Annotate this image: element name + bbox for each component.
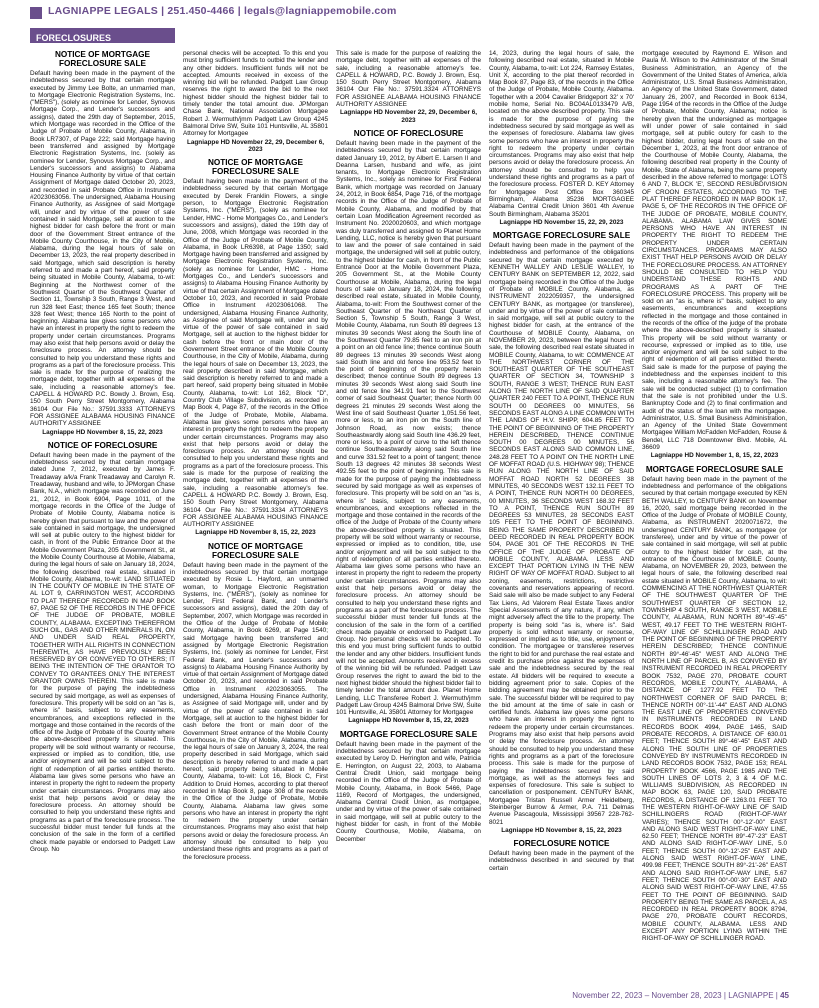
notice-body: Default having been made in the payment of the indebtedness and performance of the obligations secured by that certain mortgage executed by KEN BETH WALLEY, to CENTURY BANK on November 16, 2020, said mortgage being recorded in the Office of the Judge of Probate of MOBILE County, Alabama, as INSTRUMENT 2020071672, the undersigned CENTURY BANK, as mortgagee (or transferee), under and by virtue of the power of sale contained in said mortgage, will sell at public outcry to the highest bidder for cash, at the entrance of the Courthouse of MOBILE County, Alabama, on NOVEMBER 29, 2023, between the legal hours of sale, the following described real estate situated in MOBILE County, Alabama, to wit: COMMENCING AT THE NORTHWEST QUARTER OF THE SOUTHWEST QUARTER OF THE SOUTHWEST QUARTER OF SECTION 12, TOWNSHIP 4 SOUTH, RANGE 3 WEST, MOBILE COUNTY, ALABAMA, RUN NORTH 89°-45'-45" WEST, 49.17 FEET TO THE WESTERN RIGHT-OF-WAY LINE OF SCHILLINGER ROAD AND THE POINT OF BEGINNING OF THE PROPERTY HEREIN DESCRIBED; THENCE CONTINUE NORTH 89°-46'-45" WEST AND ALONG THE NORTH LINE OF PARCEL B, AS CONVEYED BY INSTRUMENT RECORDED IN REAL PROPERTY BOOK 7532, PAGE 270, PROBATE COURT RECORDS, MOBILE COUNTY, ALABAMA, A DISTANCE OF 1277.92 FEET TO THE NORTHWEST CORNER OF SAID PARCEL B; THENCE NORTH 00°-11'-44" EAST AND ALONG THE EAST LINE OF PROPERTIES CONVEYED IN INSTRUMENTS RECORDED IN LAND RECORDS BOOK 4994, PAGE 1465, SAID PROBATE RECORDS, A DISTANCE OF 630.01 FEET; THENCE SOUTH 89°-46'-45" EAST AND ALONG THE SOUTH LINE OF PROPERTIES CONVEYED BY INSTRUMENTS RECORDED IN LAND RECORDS BOOK 7532, PAGE 153; REAL PROPERTY BOOK 4566, PAGE 1985 AND THE SOUTH LINES OF LOTS 2, 3 & 4 OF M.C. WILLIAMS SUBDIVISION, AS RECORDED IN MAP BOOK 63, PAGE 120, SAID PROBATE RECORDS, A DISTANCE OF 1263.01 FEET TO THE WESTERN RIGHT-OF-WAY LINE OF SAID SCHILLINGERS ROAD (RIGHT-OF-WAY VARIES); THENCE SOUTH 00°-12'-00" EAST AND ALONG SAID WEST RIGHT-OF-WAY LINE, 62.50 FEET; THENCE NORTH 89°-47'-23" EAST AND ALONG SAID RIGHT-OF-WAY LINE, 5.0 FEET; THENCE SOUTH 00°-12'-25" EAST AND ALONG SAID WEST RIGHT-OF-WAY LINE, 499.98 FEET; THENCE SOUTH 89°-21'-26" EAST AND ALONG SAID RIGHT-OF-WAY LINE, 5.67 FEET; THENCE SOUTH 00°-00'-30" EAST AND ALONG SAID WEST RIGHT-OF-WAY LINE, 47.55 FEET TO THE POINT OF BEGINNING. SAID PROPERTY BEING THE SAME AS PARCEL A, AS RECORDED IN REAL PROPERTY BOOK 8794, PAGE 270, PROBATE COURT RECORDS, MOBILE COUNTY, ALABAMA. LESS AND EXCEPT ANY PORTION LYING WITHIN THE RIGHT-OF-WAY OF SCHILLINGER ROAD. — [642, 475, 787, 943]
legal-notice — [336, 730, 481, 843]
publication-dates: Lagniappe HD November 22, 29, December 6, 2023 — [186, 138, 325, 153]
notice-body: Default having been made in the payment of the indebtedness secured by that certain mortgage executed by Jimmy Lee Bolte, an unmarried man, to Mortgage Electronic Registration Systems, Inc. ("MERS"), (solely as nominee for Lender, Synovus Mortgage Corp., and Lender's successors and assigns), dated the 29th day of September, 2015, which Mortgage was recorded in the Office of the Judge of Probate of Mobile County, Alabama, in Book LR7307, of Page 222; said Mortgage having been transferred and assigned by Mortgage Electronic Registration Systems, Inc. (solely as nominee for Lender, Synovus Mortgage Corp., and Lender's successors and assigns) to Alabama Housing Finance Authority by virtue of that certain Assignment of Mortgage dated October 20, 2023, and recorded in said Probate Office in Instrument #2023063056. The undersigned, Alabama Housing Finance Authority, as Assignee of said Mortgage will, under and by virtue of the power of sale contained in said Mortgage, sell at auction to the highest bidder for cash before the front or main door of the Government Street entrance of the Mobile County Courthouse, in the City of Mobile, Alabama, during the legal hours of sale on December 13, 2023, the real property described in said Mortgage, which said description is hereby referred to and made a part hereof, said property being situated in Mobile County, Alabama, to-wit: Beginning at the Northwest corner of the Southwest Quarter of the Southwest Quarter of Section 11, Township 3 South, Range 3 West, and run 328 feet East; thence 165 feet South; thence 328 feet West; thence 165 North to the point of beginning. Alabama law gives some persons who have an interest in property the right to redeem the property under certain circumstances. Programs may also exist that help persons avoid or delay the foreclosure process. An attorney should be consulted to help you understand these rights and programs as a part of the foreclosure process. This sale is made for the purpose of realizing the mortgage debt, together with all expenses of the sale, including a reasonable attorney's fee. CAPELL & HOWARD P.C. Bowdy J. Brown, Esq. 150 South Perry Street Montgomery, Alabama 36104 Our File No.: 37591.3333 ATTORNEYS FOR ASSIGNEE ALABAMA HOUSING FINANCE AUTHORITY ASSIGNEE — [30, 70, 175, 428]
publication-name: LAGNIAPPE LEGALS — [48, 5, 158, 17]
notices-columns — [30, 50, 788, 980]
notice-title: MORTGAGE FORECLOSURE SALE — [492, 231, 631, 241]
notice-title: NOTICE OF MORTGAGE FORECLOSURE SALE — [207, 158, 304, 177]
header-separator: | — [237, 5, 241, 17]
footer-dates: November 22, 2023 – November 28, 2023 — [572, 991, 722, 1000]
publication-dates: Lagniappe HD November 8, 15, 22, 2023 — [195, 529, 316, 537]
notice-title: MORTGAGE FORECLOSURE SALE — [645, 464, 784, 474]
legal-notice — [336, 50, 481, 124]
publication-dates: Lagniappe HD November 1, 8, 15, 22, 2023 — [650, 452, 779, 460]
notice-body: Default having been made in the payment of the indebtedness described in and secured by that certain — [489, 850, 634, 872]
footer-brand: LAGNIAPPE — [728, 991, 774, 1000]
legal-notice — [489, 839, 634, 872]
header-separator: | — [161, 5, 165, 17]
legal-notice — [30, 50, 175, 436]
notice-title: NOTICE OF FORECLOSURE — [47, 440, 158, 450]
notice-body: Default having been made in the payment of the indebtedness secured by that certain Mortgage executed by Derek Franklin Flowers, a single person, to Mortgage Electronic Registration Systems, Inc. ("MERS"), (solely as nominee for Lender, HMC - Home Mortgages Co., and Lender's successors and assigns), dated the 19th day of June, 2008, which Mortgage was recorded in the Office of the Judge of Probate of Mobile County, Alabama, in Book LR6398, at Page 1350; said Mortgage having been transferred and assigned by Mortgage Electronic Registration Systems, Inc. (solely as nominee for Lender, HMC - Home Mortgages Co., and Lender's successors and assigns) to Alabama Housing Finance Authority by virtue of that certain Assignment of Mortgage dated October 10, 2023, and recorded in said Probate Office in Instrument #2023061068. The undersigned, Alabama Housing Finance Authority, as Assignee of said Mortgage will, under and by virtue of the power of sale contained in said Mortgage, sell at auction to the highest bidder for cash before the front or main door of the Government Street entrance of the Mobile County Courthouse, in the City of Mobile, Alabama, during the legal hours of sale on December 13, 2023, the real property described in said Mortgage, which said description is hereby referred to and made a part hereof, said property being situated in Mobile County, Alabama, to-wit: Lot 162, Block "D", Country Club Village Subdivision, as recorded in Map Book 4, Page 87, of the records in the Office of the Judge of Probate, Mobile, Alabama. Alabama law gives some persons who have an interest in property the right to redeem the property under certain circumstances. Programs may also exist that help persons avoid or delay the foreclosure process. An attorney should be consulted to help you understand these rights and programs as a part of the foreclosure process. This sale is made for the purpose of realizing the mortgage debt, together with all expenses of the sale, including a reasonable attorney's fee. CAPELL & HOWARD P.C. Bowdy J. Brown, Esq. 150 South Perry Street Montgomery, Alabama 36104 Our File No.: 37591.3334 ATTORNEYS FOR ASSIGNEE ALABAMA HOUSING FINANCE AUTHORITY ASSIGNEE — [183, 178, 328, 529]
section-marker — [30, 7, 42, 19]
publication-dates: Lagniappe HD November 8, 15, 22, 2023 — [348, 717, 469, 725]
legal-notice — [183, 542, 328, 861]
footer-separator: | — [775, 991, 778, 1000]
notice-body: Default having been made in the payment of the indebtedness secured by that certain mortgage dated January 19, 2012, by Albert E. Larsen II and Deanna Larsen, husband and wife, as joint tenants, to Mortgage Electronic Registration Systems, Inc., solely as nominee for First Federal Bank, which mortgage was recorded on January 24, 2012, in Book 6854, Page 716, of the mortgage records in the Office of the Judge of Probate of Mobile County, Alabama, and modified by that certain Loan Modification Agreement recorded as Instrument No. 2020020603, and which mortgage was duly transferred and assigned to Planet Home Lending, LLC, notice is hereby given that pursuant to law and the power of sale contained in said mortgage, the undersigned will sell at public outcry, to the highest bidder for cash, in front of the Public Entrance Door at the Mobile Government Plaza, 205 Government St., at the Mobile County Courthouse at Mobile, Alabama, during the legal hours of sale on January 18, 2024, the following described real estate, situated in Mobile County, Alabama, to-wit: From the Southwest corner of the Southeast Quarter of the Northeast Quarter of Section 5, Township 5 South, Range 3 West, Mobile County, Alabama, run South 89 degrees 13 minutes 39 seconds West along the South line of the Southwest Quarter 79.85 feet to an iron pin at a point on an old fence line; thence continue South 89 degrees 13 minutes 39 seconds West along said South line and old fence line 953.52 feet to the point of beginning of the property herein described; thence continue South 89 degrees 13 minutes 39 seconds West along said South line and old fence line 341.91 feet to the Southwest corner of said Southeast Quarter; thence North 00 degrees 21 minutes 29 seconds West along the West line of said Southeast Quarter 1,051.56 feet, more or less, to an iron pin on the South line of Johnson Road, as now exists; thence Southeastwardly along said South line 436.29 feet, more or less, to a point of curve to the left thence continue Southeastwardly along said South line and curve 331.52 feet to a point of tangent; thence South 13 degrees 42 minutes 38 seconds West 492.55 feet to the point of beginning. This sale is made for the purpose of paying the indebtedness secured by said mortgage as well as expenses of foreclosure. This property will be sold on an "as is, where is" basis, subject to any easements, encumbrances, and exceptions reflected in the mortgage and those contained in the records of the office of the Judge of Probate of the County where the above-described property is situated. This property will be sold without warranty or recourse, expressed or implied as to condition, title, use and/or enjoyment and will be sold subject to the right of redemption of all parties entitled thereto. Alabama law gives some persons who have an interest in property the right to redeem the property under certain circumstances. Programs may also exist that help persons avoid or delay the foreclosure process. An attorney should be consulted to help you understand these rights and programs as a part of the foreclosure process. The successful bidder must tender full funds at the conclusion of the sale in the form of a certified check made payable or endorsed to Padgett Law Group. No personal checks will be accepted. To this end you must bring sufficient funds to outbid the lender and any other bidders. Insufficient funds will not be accepted. Amounts received in excess of the winning bid will be refunded. Padgett Law Group reserves the right to award the bid to the next highest bidder should the highest bidder fail to timely tender the total amount due. Planet Home Lending, LLC Transferee Robert J. Wermuth/jmm Padgett Law Group 4245 Balmoral Drive SW, Suite 101 Huntsville, AL 35801 Attorney for Mortgagee — [336, 139, 481, 717]
notice-body: personal checks will be accepted. To this end you must bring sufficient funds to outbid the lender and any other bidders. Insufficient funds will not be accepted. Amounts received in excess of the winning bid will be refunded. Padgett Law Group reserves the right to award the bid to the next highest bidder should the highest bidder fail to timely tender the total amount due. JPMorgan Chase Bank, National Association Mortgagee Robert J. Wermuth/jmm Padgett Law Group 4245 Balmoral Drive SW, Suite 101 Huntsville, AL 35801 Attorney for Mortgagee — [183, 50, 328, 138]
legal-notice — [183, 158, 328, 537]
header-phone[interactable]: 251.450-4466 — [167, 5, 235, 17]
legal-notice — [336, 129, 481, 725]
publication-dates: Lagniappe HD November 22, 29, December 6, 2023 — [339, 109, 478, 124]
legal-notice — [642, 50, 787, 460]
notice-title: NOTICE OF MORTGAGE FORECLOSURE SALE — [207, 541, 304, 560]
page-number: 45 — [780, 991, 789, 1000]
column-4 — [489, 50, 634, 980]
page-header — [0, 0, 819, 26]
notice-body: This sale is made for the purpose of realizing the mortgage debt, together with all expenses of the sale, including a reasonable attorney's fee. CAPELL & HOWARD, P.C. Bowdy J. Brown, Esq. 150 South Perry Street Montgomery, Alabama 36104 Our File No.: 37591.3324 ATTORNEYS FOR ASSIGNEE ALABAMA HOUSING FINANCE AUTHORITY ASSIGNEE — [336, 50, 481, 109]
notice-title: FORECLOSURE NOTICE — [513, 839, 610, 849]
column-1 — [30, 50, 175, 980]
publication-dates: Lagniappe HD November 15, 22, 29, 2023 — [499, 218, 624, 226]
notice-body: Default having been made in the payment of the indebtedness and performance of the obligations secured by that certain mortgage executed by KENNETH WALLEY AND LESLIE WALLEY, to CENTURY BANK on SEPTEMBER 12, 2022, said mortgage being recorded in the Office of the Judge of Probate of MOBILE County, Alabama, as INSTRUMENT 2022059357, the undersigned CENTURY BANK, as mortgagee (or transferee), under and by virtue of the power of sale contained in said mortgage, will sell at public outcry to the highest bidder for cash, at the entrance of the Courthouse of MOBILE County, Alabama, on NOVEMBER 29, 2023, between the legal hours of sale, the following described real estate situated in MOBILE County, Alabama, to wit: COMMENCE AT THE NORTHWEST CORNER OF THE SOUTHEAST QUARTER OF THE SOUTHEAST QUARTER OF SECTION 34, TOWNSHIP 3 SOUTH, RANGE 3 WEST; THENCE RUN EAST ALONG THE NORTH LINE OF SAID QUARTER QUARTER 240 FEET TO A POINT, THENCE RUN SOUTH 00 DEGREES 00 MINUTES, 56 SECONDS EAST ALONG A LINE COMMON WITH THE LANDS OF H.V. SHIPP, 604.85 FEET TO THE POINT OF BEGINNING OF THE PROPERTY HEREIN DESCRIBED, THENCE CONTINUE SOUTH 00 DEGREES 00 MINUTES, 56 SECONDS EAST ALONG SAID COMMON LINE, 248.28 FEET TO A POINT ON THE NORTH LINE OF MOFFAT ROAD (U.S. HIGHWAY 98); THENCE RUN ALONG THE NORTH LINE OF SAID MOFFAT ROAD NORTH 52 DEGREES 38 MINUTES, 40 SECONDS WEST 132.11 FEET TO A POINT, THENCE RUN NORTH 00 DEGREES, 00 MINUTES, 36 SECONDS WEST 168.32 FEET TO A POINT, THENCE RUN SOUTH 89 DEGREES 53 MINUTES, 28 SECONDS EAST 105 FEET TO THE POINT OF BEGINNING. BEING THE SAME PROPERTY DESCRIBED IN DEED RECORDED IN REAL PROPERTY BOOK 504, PAGE 301 OF THE RECORDS IN THE OFFICE OF THE JUDGE OF PROBATE OF MOBILE COUNTY, ALABAMA. LESS AND EXCEPT THAT PORTION LYING IN THE NEW RIGHT OF WAY OF MOFFAT ROAD. Subject to all zoning, easements, restrictions, restrictive covenants and reservations appearing of record. Said sale will also be made subject to any Federal Tax Liens, Ad Valorem Real Estate Taxes and/or Special Assessments of any nature, if any, which might adversely affect the title to the property. The property is being sold "as is, where is". Said property is sold without warranty or recourse, expressed or implied as to title, use, enjoyment or condition. The mortgagee or transferee reserves the right to bid for and purchase the real estate and credit its purchase price against the expenses of sale and the indebtedness secured by the real estate. All bidders will be required to execute a bidding agreement prior to sale. Copies of the bidding agreement may be obtained prior to the sale. The successful bidder will be required to pay the bid amount at the time of sale in cash or certified funds. Alabama law gives some persons who have an interest in property the right to redeem the property under certain circumstances. Programs may also exist that help persons avoid or delay the foreclosure process. An attorney should be consulted to help you understand these rights and programs as a part of the foreclosure process. This sale is made for the purpose of paying the indebtedness secured by said mortgage, as well as the attorneys fees and expenses of foreclosure. This sale is subject to cancellation or postponement. CENTURY BANK, Mortgagee Tristan Russell Armer Heidelberg, Steinberger Burrow & Armer, P.A. 711 Delmas Avenue Pascagoula, Mississippi 39567 228-762-8021 — [489, 242, 634, 826]
legal-notice — [489, 50, 634, 226]
notice-title: NOTICE OF FORECLOSURE — [353, 128, 464, 138]
notice-body: Default having been made in the payment of the indebtedness secured by that certain mortgage executed by Rosie L. Hayford, an unmarried woman, to Mortgage Electronic Registration Systems, Inc. ("MERS"), (solely as nominee for Lender, First Federal Bank, and Lender's successors and assigns), dated the 20th day of September, 2007, which Mortgage was recorded in the Office of the Judge of Probate of Mobile County, Alabama, in Book 6269, at Page 1540; said Mortgage having been transferred and assigned by Mortgage Electronic Registration Systems, Inc. (solely as nominee for Lender, First Federal Bank, and Lender's successors and assigns) to Alabama Housing Finance Authority by virtue of that certain Assignment of Mortgage dated October 20, 2023, and recorded in said Probate Office in Instrument #2023063055. The undersigned, Alabama Housing Finance Authority, as Assignee of said Mortgage will, under and by virtue of the power of sale contained in said Mortgage, sell at auction to the highest bidder for cash before the front or main door of the Government Street entrance of the Mobile County Courthouse, in the City of Mobile, Alabama, during the legal hours of sale on January 3, 2024, the real property described in said Mortgage, which said description is hereby referred to and made a part hereof, said property being situated in Mobile County, Alabama, to-wit: Lot 16, Block C, First Addition to Druid Homes, according to plat thereof recorded in Map Book 8, page 308 of the records in the Office of the Judge of Probate, Mobile County, Alabama. Alabama law gives some persons who have an interest in property the right to redeem the property under certain circumstances. Programs may also exist that help persons avoid or delay the foreclosure process. An attorney should be consulted to help you understand these rights and programs as a part of the foreclosure process. — [183, 561, 328, 861]
publication-dates: Lagniappe HD November 8, 15, 22, 2023 — [501, 826, 622, 834]
legal-notice — [183, 50, 328, 153]
publication-dates: Lagniappe HD November 8, 15, 22, 2023 — [42, 428, 163, 436]
notice-body: Default having been made in the payment of the indebtedness secured by that certain mortgage dated June 7, 2012, executed by James F. Treadaway a/k/a Frank Treadaway and Carolyn R. Treadaway, husband and wife, to JPMorgan Chase Bank, N.A., which mortgage was recorded on June 21, 2012, in Book 6904, Page 1011, of the mortgage records in the Office of the Judge of Probate of Mobile County, Alabama notice is hereby given that pursuant to law and the power of sale contained in said mortgage, the undersigned will sell at public outcry to the highest bidder for cash, in front of the Public Entrance Door at the Mobile Government Plaza, 205 Government St., at the Mobile County Courthouse at Mobile, Alabama, during the legal hours of sale on January 18, 2024, the following described real estate, situated in Mobile County, Alabama, to-wit: LAND SITUATED IN THE COUNTY OF MOBILE IN THE STATE OF AL LOT 9, CARRINGTON WEST, ACCORDING TO PLAT THEREOF RECORDED IN MAP BOOK 67, PAGE 52 OF THE RECORDS IN THE OFFICE OF THE JUDGE OF PROBATE, MOBILE COUNTY, ALABAMA. EXCEPTING THEREFROM SUCH OIL, GAS AND OTHER MINERALS IN, ON AND UNDER SAID REAL PROPERTY, TOGETHER WITH ALL RIGHTS IN CONNECTION THEREWITH, AS HAVE PREVIOUSLY BEEN RESERVED BY OR CONVEYED TO OTHERS; IT BEING THE INTENTION OF THE GRANTOR TO CONVEY TO GRANTEES ONLY THE INTEREST GRANTOR OWNS THEREIN. This sale is made for the purpose of paying the indebtedness secured by said mortgage, as well as expenses of foreclosure. This property will be sold on an "as is, where is" basis, subject to any easements, encumbrances, and exceptions reflected in the mortgage and those contained in the records of the office of the Judge of Probate of the County where the above-described property is situated. This property will be sold without warranty or recourse, expressed or implied as to condition, title, use and/or enjoyment and will be sold subject to the right of redemption of all parties entitled thereto. Alabama law gives some persons who have an interest in property the right to redeem the property under certain circumstances. Programs may also exist that help persons avoid or delay the foreclosure process. An attorney should be consulted to help you understand these rights and programs as a part of the foreclosure process. The successful bidder must tender full funds at the conclusion of the sale in the form of a certified check made payable or endorsed to Padgett Law Group. No — [30, 451, 175, 853]
footer-separator: | — [723, 991, 726, 1000]
column-5 — [642, 50, 787, 980]
notice-title: MORTGAGE FORECLOSURE SALE — [339, 729, 478, 739]
legal-notice — [642, 465, 787, 943]
header-line — [48, 5, 397, 17]
section-label: FORECLOSURES — [36, 33, 112, 43]
notice-title: NOTICE OF MORTGAGE FORECLOSURE SALE — [54, 50, 151, 68]
header-email[interactable]: legals@lagniappemobile.com — [243, 5, 397, 17]
page-footer — [572, 991, 789, 1000]
notice-body: mortgage executed by Raymond E. Wilson and Paula M. Wilson to the Administrator of the Small Business Administration, an Agency of the Government of the United States of America, a/k/a Administrator, U.S. Small Business Administration, an Agency of the United State Government, dated January 26, 2007, and Recorded in Book 6134, Page 1954 of the records in the Office of the Judge of Probate, Mobile County, Alabama; notice is hereby given that the undersigned as mortgagee will under power of sale contained in said mortgage, sell at public outcry for cash to the highest bidder, during legal hours of sale on the December 1, 2023, at the front door entrance of the Courthouse of Mobile County, Alabama, the following described real property in the County of Mobile, State of Alabama, being the same property described in the above referred to mortgage: LOTS 6 AND 7, BLOCK 'E', SECOND RESUBDIVISION OF CROON ESTATES, ACCORDING TO THE PLAT THEREOF RECORDED IN MAP BOOK 17, PAGE 5, OF THE RECORDS IN THE OFFICE OF THE JUDGE OF PROBATE, MOBILE COUNTY, ALABAMA. ALABAMA LAW GIVES SOME PERSONS WHO HAVE AN INTEREST IN PROPERTY THE RIGHT TO REDEEM THE PROPERTY UNDER CERTAIN CIRCUMSTANCES. PROGRAMS MAY ALSO EXIST THAT HELP PERSONS AVOID OR DELAY THE FORECLOSURE PROCESS. AN ATTORNEY SHOULD BE CONSULTED TO HELP YOU UNDERSTAND THESE RIGHTS AND PROGRAMS AS A PART OF THE FORECLOSURE PROCESS. This property will be sold on an "as is, where is" basis, subject to any easements, encumbrances and exceptions reflected in the mortgage and those contained in the records of the office of the judge of the probate where the above-described property is situated. This property will be sold without warranty or recourse, expressed or implied as to title, use and/or enjoyment and will be sold subject to the right of redemption of all parties entitled thereto. Said sale is made for the purpose of paying the indebtedness and the expenses incident to this sale, including a reasonable attorney's fee. The sale will be conducted subject (1) to confirmation that the sale is not prohibited under the U.S. Bankruptcy Code and (2) to final confirmation and audit of the status of the loan with the mortgagee. Administrator, U.S. Small Business Administration, an Agency of the United State Government Mortgagee William McFadden McFadden, Rouse & Bendel, LLC 718 Downtowner Blvd. Mobile, AL 36609 — [642, 50, 787, 452]
column-3 — [336, 50, 481, 980]
section-label-bar — [30, 28, 175, 43]
notice-body: 14, 2023, during the legal hours of sale, the following described real estate, situated in Mobile County, Alabama, to-wit: Lot 224, Ramsey Estates, Unit X, according to the plat thereof recorded in Map Book 87, Page 83, of the records in the Office of the Judge of Probate, Mobile County, Alabama. Together with a 2004 Cavalier Bridgeport 32' x 70' mobile home, Serial No. BC04AL0133479 A/B, located on the above described property. This sale is made for the purpose of paying the indebtedness secured by said mortgage as well as the expenses of foreclosure. Alabama law gives some persons who have an interest in property the right to redeem the property under certain circumstances. Programs may also exist that help persons avoid or delay the foreclosure process. An attorney should be consulted to help you understand these rights and programs as a part of the foreclosure process. FOSTER D. KEY Attorney for Mortgagee Post Office Box 360345 Birmingham, Alabama 35236 MORTGAGEE Alabama Central Credit Union 3601 4th Avenue South Birmingham, Alabama 35201 — [489, 50, 634, 218]
legal-notice — [489, 231, 634, 834]
legal-notice — [30, 441, 175, 853]
column-2 — [183, 50, 328, 980]
notice-body: Default having been made in the payment of the indebtedness secured by that certain mortgage executed by Leroy D. Herrington and wife, Patricia E. Herrington, on August 22, 2003, to Alabama Central Credit Union, said mortgage being recorded in the Office of the Judge of Probate of Mobile County, Alabama, in Book 5466, Page 1169, Record of Mortgages, the undersigned, Alabama Central Credit Union, as mortgagee, under and by virtue of the power of sale contained in said mortgage, will sell at public outcry to the highest bidder for cash, in front of the Mobile County Courthouse, Mobile, Alabama, on December — [336, 740, 481, 843]
